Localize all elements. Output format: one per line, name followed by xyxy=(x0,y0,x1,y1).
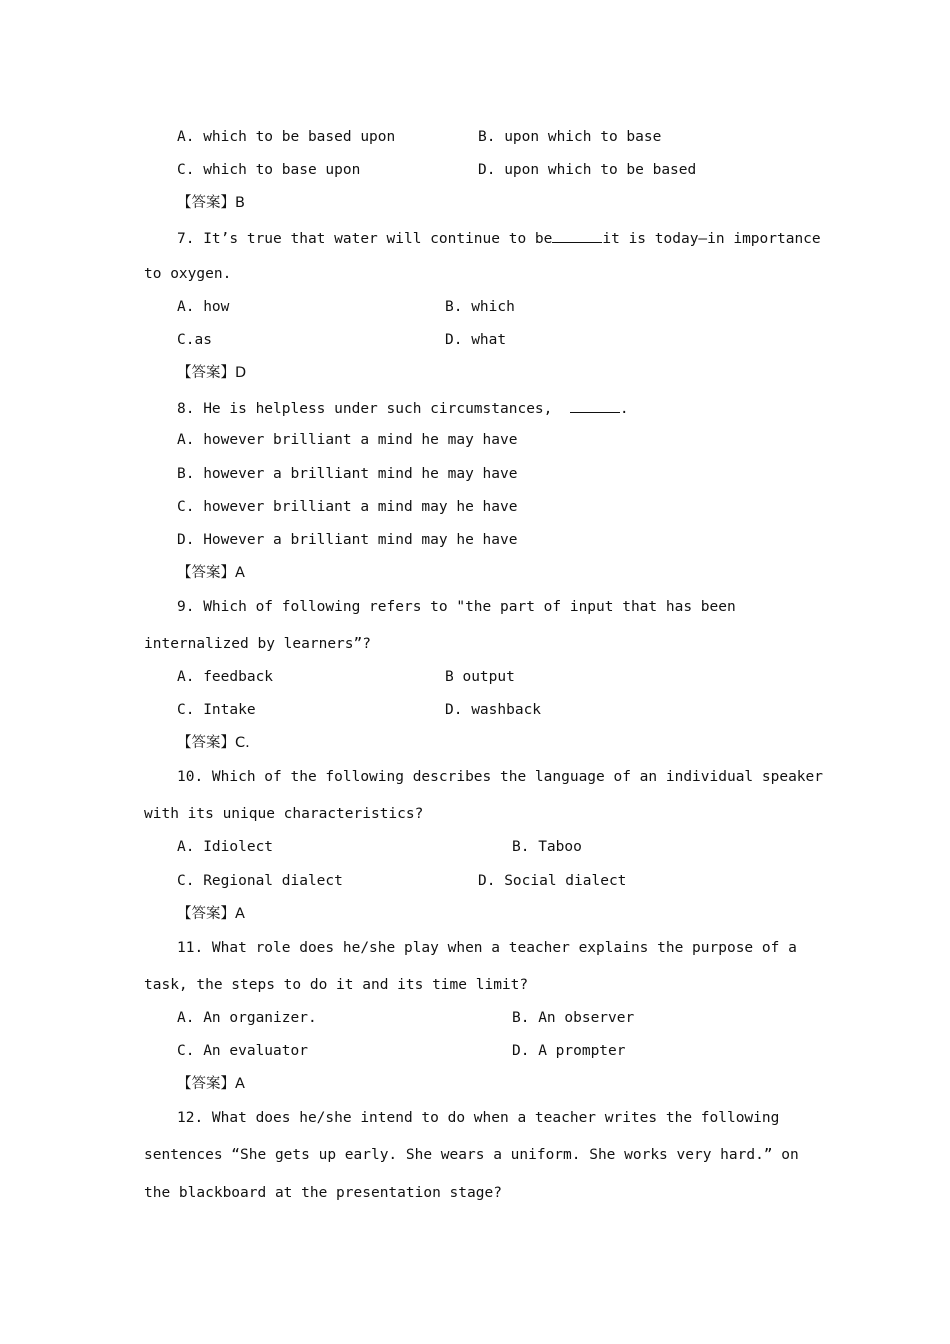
q7-option-a: A. how xyxy=(177,299,230,315)
q7-option-d: D. what xyxy=(445,332,507,348)
q6-option-d: D. upon which to be based xyxy=(478,162,697,178)
q8-option-b: B. however a brilliant mind he may have xyxy=(177,466,518,482)
q11-stem-line1: 11. What role does he/she play when a teacher explains the purpose of a xyxy=(177,940,797,956)
q9-option-c: C. Intake xyxy=(177,702,256,718)
q8-stem xyxy=(177,398,629,418)
q10-answer: 【答案】A xyxy=(177,906,245,922)
q7-option-c: C.as xyxy=(177,332,212,348)
q12-stem-line3: the blackboard at the presentation stage? xyxy=(144,1185,502,1201)
q9-option-b: B output xyxy=(445,669,515,685)
q11-option-a: A. An organizer. xyxy=(177,1010,317,1026)
q8-option-d: D. However a brilliant mind may he have xyxy=(177,532,518,548)
q10-option-b: B. Taboo xyxy=(512,839,582,855)
q8-stem-end: . xyxy=(619,401,629,417)
q10-option-d: D. Social dialect xyxy=(478,873,627,889)
q7-stem-line1 xyxy=(177,228,821,248)
q9-stem-line2: internalized by learners”? xyxy=(144,636,371,652)
q7-answer: 【答案】D xyxy=(177,365,247,381)
q12-stem-line2: sentences “She gets up early. She wears a uniform. She works very hard.” on xyxy=(144,1147,799,1163)
q10-option-c: C. Regional dialect xyxy=(177,873,343,889)
q7-stem-part1: 7. It’s true that water will continue to be xyxy=(177,231,553,247)
q9-option-a: A. feedback xyxy=(177,669,274,685)
q8-option-c: C. however brilliant a mind may he have xyxy=(177,499,518,515)
q12-stem-line1: 12. What does he/she intend to do when a teacher writes the following xyxy=(177,1110,780,1126)
q9-answer: 【答案】C. xyxy=(177,735,250,751)
q10-option-a: A. Idiolect xyxy=(177,839,274,855)
q8-answer: 【答案】A xyxy=(177,565,245,581)
q8-stem-text: 8. He is helpless under such circumstances, xyxy=(177,401,553,417)
q9-stem-line1: 9. Which of following refers to "the part of input that has been xyxy=(177,599,736,615)
q10-stem-line2: with its unique characteristics? xyxy=(144,806,424,822)
q7-stem-line2: to oxygen. xyxy=(144,266,232,282)
q6-option-c: C. which to base upon xyxy=(177,162,361,178)
q11-answer: 【答案】A xyxy=(177,1076,245,1092)
q11-option-b: B. An observer xyxy=(512,1010,635,1026)
q10-stem-line1: 10. Which of the following describes the language of an individual speaker xyxy=(177,769,824,785)
q8-option-a: A. however brilliant a mind he may have xyxy=(177,432,518,448)
q11-stem-line2: task, the steps to do it and its time limit? xyxy=(144,977,529,993)
q6-answer: 【答案】B xyxy=(177,195,245,211)
q7-stem-part2: it is today—in importance xyxy=(602,231,821,247)
q11-option-c: C. An evaluator xyxy=(177,1043,308,1059)
q9-option-d: D. washback xyxy=(445,702,542,718)
q6-option-a: A. which to be based upon xyxy=(177,129,396,145)
q7-option-b: B. which xyxy=(445,299,515,315)
q6-option-b: B. upon which to base xyxy=(478,129,662,145)
q8-blank xyxy=(570,398,620,413)
q11-option-d: D. A prompter xyxy=(512,1043,626,1059)
q7-blank xyxy=(552,228,602,243)
